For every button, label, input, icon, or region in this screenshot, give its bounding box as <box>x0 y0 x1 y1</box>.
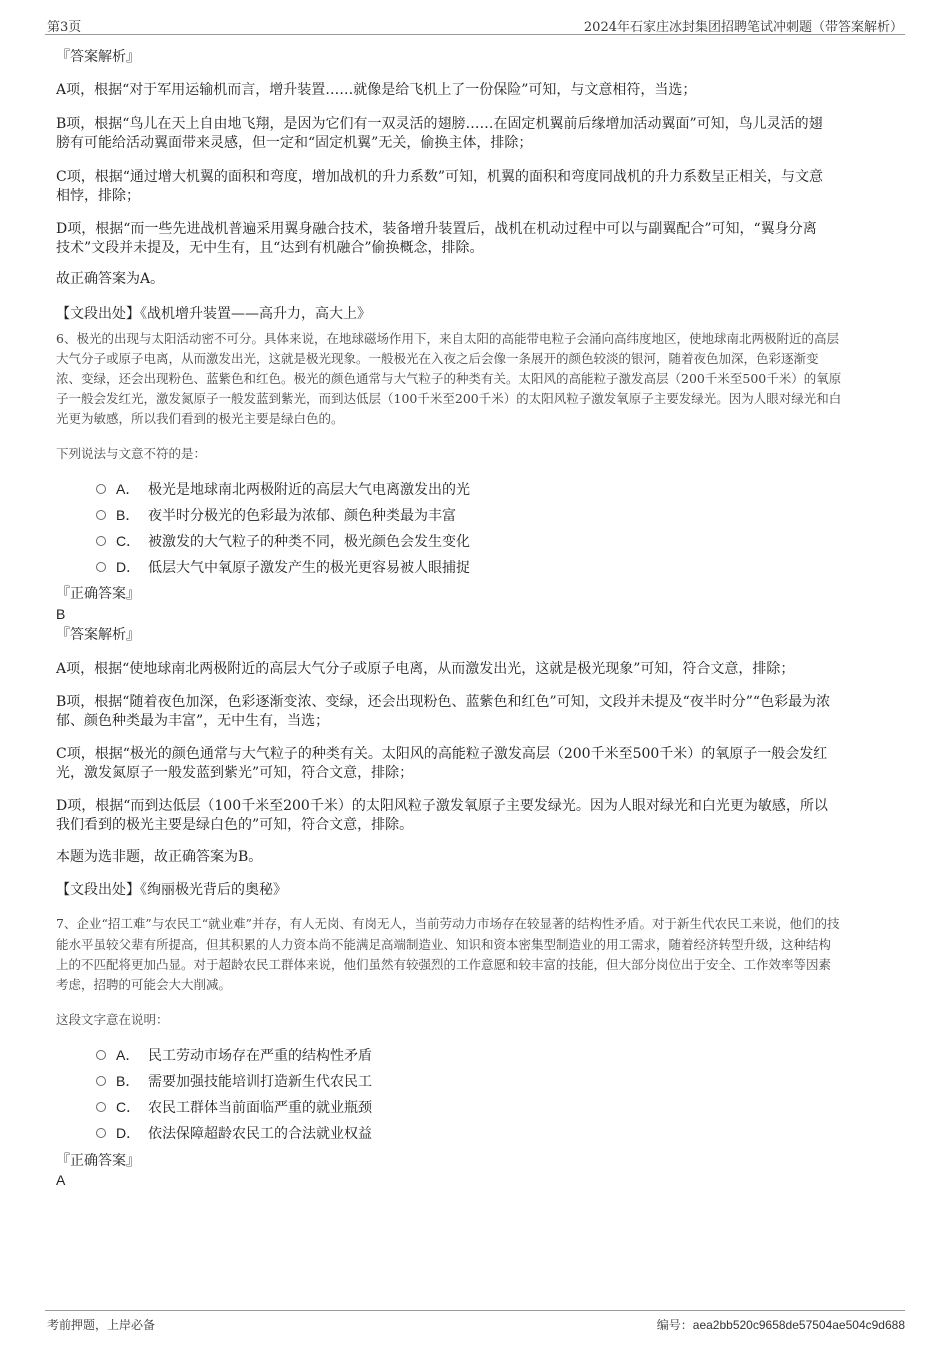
radio-icon[interactable] <box>96 484 106 494</box>
q6-analysis-a: A项，根据“使地球南北两极附近的高层大气分子或原子电离，从而激发出光，这就是极光现象”可知，符合文意，排除； <box>56 661 795 677</box>
q7-passage-line3: 上的不匹配将更加凸显。对于超龄农民工群体来说，他们虽然有较强烈的工作意愿和较丰富的技能，但大部分岗位出于安全、工作效率等因素 <box>56 957 832 972</box>
q6-passage-line1: 6、极光的出现与太阳活动密不可分。具体来说，在地球磁场作用下，来自太阳的高能带电粒子会涌向高纬度地区，使地球南北两极附近的高层 <box>56 331 839 346</box>
q7-option-d[interactable]: D． 依法保障超龄农民工的合法就业权益 <box>96 1123 372 1144</box>
analysis-c-line2: 相悖，排除； <box>56 188 140 204</box>
q6-answer-label: 『正确答案』 <box>56 586 140 602</box>
q6-option-d[interactable]: D． 低层大气中氧原子激发产生的极光更容易被人眼捕捉 <box>96 557 470 578</box>
q6-source-citation: 【文段出处】《绚丽极光背后的奥秘》 <box>56 882 287 898</box>
radio-icon[interactable] <box>96 1076 106 1086</box>
q6-analysis-b-line2: 郁、颜色种类最为丰富”，无中生有，当选； <box>56 713 330 729</box>
radio-icon[interactable] <box>96 536 106 546</box>
q6-passage-line4: 子一般会发红光，激发氮原子一般发蓝到紫光，而到达低层（100千米至200千米）的太阳风粒子激发氧原子主要发绿光。因为人眼对绿光和白 <box>56 391 842 406</box>
analysis-c-line1: C项，根据“通过增大机翼的面积和弯度，增加战机的升力系数”可知，机翼的面积和弯度同战机的升力系数呈正相关，与文意 <box>56 169 824 185</box>
code-label: 编号： <box>656 1318 693 1332</box>
q6-analysis-label: 『答案解析』 <box>56 627 140 643</box>
q6-conclusion: 本题为选非题，故正确答案为B。 <box>56 849 263 865</box>
q7-option-a[interactable]: A． 民工劳动市场存在严重的结构性矛盾 <box>96 1045 372 1066</box>
page-number: 第3页 <box>47 20 82 35</box>
q6-option-c[interactable]: C． 被激发的大气粒子的种类不同，极光颜色会发生变化 <box>96 531 470 552</box>
q6-analysis-d-line1: D项，根据“而到达低层（100千米至200千米）的太阳风粒子激发氧原子主要发绿光。因为人眼对绿光和白光更为敏感，所以 <box>56 798 828 814</box>
analysis-conclusion: 故正确答案为A。 <box>56 271 165 287</box>
radio-icon[interactable] <box>96 1128 106 1138</box>
q6-option-b[interactable]: B． 夜半时分极光的色彩最为浓郁、颜色种类最为丰富 <box>96 505 456 526</box>
document-title: 2024年石家庄冰封集团招聘笔试冲刺题（带答案解析） <box>583 20 903 35</box>
q6-analysis-b-line1: B项，根据“随着夜色加深，色彩逐渐变浓、变绿，还会出现粉色、蓝紫色和红色”可知，文段并未提及“夜半时分”“色彩最为浓 <box>56 694 831 710</box>
q6-prompt: 下列说法与文意不符的是： <box>56 446 207 461</box>
q7-passage-line2: 能水平虽较父辈有所提高，但其积累的人力资本尚不能满足高端制造业、知识和资本密集型制造业的用工需求，随着经济转型升级，这种结构 <box>56 937 832 952</box>
q7-answer-label: 『正确答案』 <box>56 1153 140 1169</box>
q7-passage-line1: 7、企业“招工难”与农民工“就业难”并存，有人无岗、有岗无人，当前劳动力市场存在较显著的结构性矛盾。对于新生代农民工来说，他们的技 <box>56 916 840 931</box>
radio-icon[interactable] <box>96 562 106 572</box>
document-code <box>657 1316 905 1333</box>
page-footer <box>45 1310 905 1333</box>
q6-passage-line2: 大气分子或原子电离，从而激发出光，这就是极光现象。一般极光在入夜之后会像一条展开的颜色较淡的银河，随着夜色加深，色彩逐渐变 <box>56 351 819 366</box>
analysis-b-line1: B项，根据“鸟儿在天上自由地飞翔，是因为它们有一双灵活的翅膀……在固定机翼前后缘增加活动翼面”可知，鸟儿灵活的翅 <box>56 116 823 132</box>
page-header <box>45 14 905 35</box>
q7-passage-line4: 考虑，招聘的可能会大大削减。 <box>56 977 232 992</box>
q6-passage-line3: 浓、变绿，还会出现粉色、蓝紫色和红色。极光的颜色通常与大气粒子的种类有关。太阳风的高能粒子激发高层（200千米至500千米）的氧原 <box>56 371 842 386</box>
q6-answer: B <box>56 606 66 622</box>
q6-passage-line5: 光更为敏感，所以我们看到的极光主要是绿白色的。 <box>56 411 344 426</box>
analysis-b-line2: 膀有可能给活动翼面带来灵感，但一定和“固定机翼”无关，偷换主体，排除； <box>56 135 533 151</box>
q7-prompt: 这段文字意在说明： <box>56 1012 169 1027</box>
radio-icon[interactable] <box>96 510 106 520</box>
footer-slogan: 考前押题，上岸必备 <box>47 1318 156 1332</box>
q6-analysis-c-line2: 光，激发氮原子一般发蓝到紫光”可知，符合文意，排除； <box>56 765 414 781</box>
radio-icon[interactable] <box>96 1102 106 1112</box>
analysis-label: 『答案解析』 <box>56 49 140 65</box>
q6-analysis-d-line2: 我们看到的极光主要是绿白色的”可知，符合文意，排除。 <box>56 817 414 833</box>
radio-icon[interactable] <box>96 1050 106 1060</box>
q6-analysis-c-line1: C项，根据“极光的颜色通常与大气粒子的种类有关。太阳风的高能粒子激发高层（200千米至500千米）的氧原子一般会发红 <box>56 746 828 762</box>
source-citation: 【文段出处】《战机增升装置——高升力，高大上》 <box>56 306 371 322</box>
q6-option-a[interactable]: A． 极光是地球南北两极附近的高层大气电离激发出的光 <box>96 479 470 500</box>
q7-answer: A <box>56 1172 66 1188</box>
q7-option-c[interactable]: C． 农民工群体当前面临严重的就业瓶颈 <box>96 1097 372 1118</box>
q7-option-b[interactable]: B． 需要加强技能培训打造新生代农民工 <box>96 1071 372 1092</box>
code-value: aea2bb520c9658de57504ae504c9d688 <box>692 1318 905 1332</box>
analysis-d-line2: 技术”文段并未提及，无中生有，且“达到有机融合”偷换概念，排除。 <box>56 240 484 256</box>
analysis-d-line1: D项，根据“而一些先进战机普遍采用翼身融合技术，装备增升装置后，战机在机动过程中可以与副翼配合”可知，“翼身分离 <box>56 221 817 237</box>
analysis-a: A项，根据“对于军用运输机而言，增升装置……就像是给飞机上了一份保险”可知，与文意相符，当选； <box>56 82 697 98</box>
